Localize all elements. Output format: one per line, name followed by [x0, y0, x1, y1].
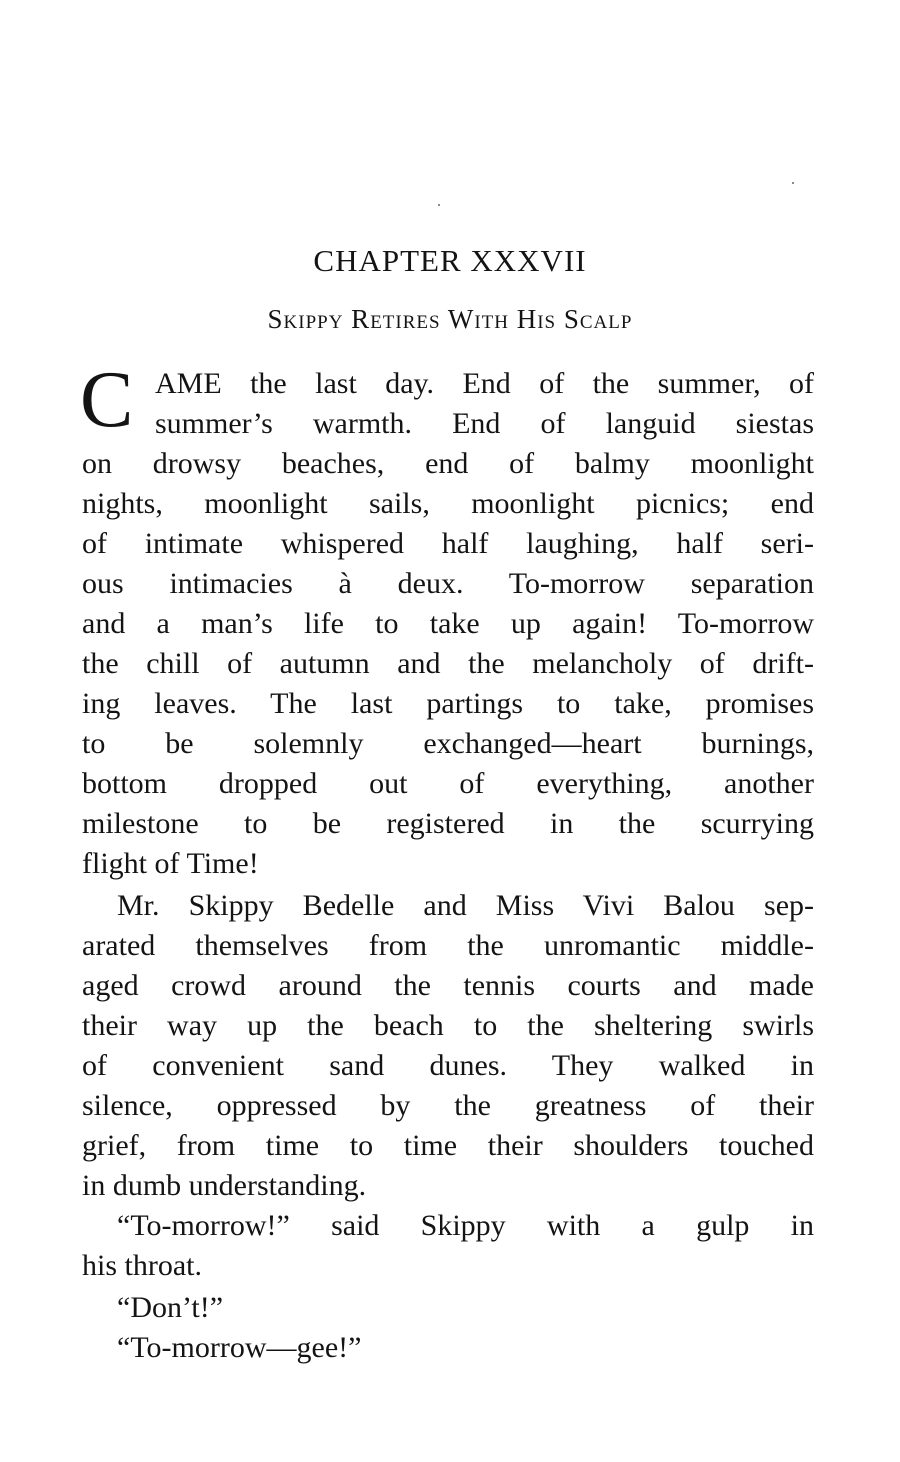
speck — [438, 204, 440, 206]
text-line: milestone to be registered in the scurrying — [82, 807, 814, 840]
text-line: “Don’t!” — [117, 1291, 224, 1324]
text-line: grief, from time to time their shoulders touched — [82, 1129, 814, 1162]
text-line: of intimate whispered half laughing, half seri- — [82, 527, 814, 560]
text-line: his throat. — [82, 1249, 202, 1282]
text-line: ous intimacies à deux. To-morrow separation — [82, 567, 814, 600]
text-line: Mr. Skippy Bedelle and Miss Vivi Balou sep- — [117, 889, 814, 922]
text-line: flight of Time! — [82, 847, 259, 880]
text-line: and a man’s life to take up again! To-morrow — [82, 607, 814, 640]
text-line: to be solemnly exchanged—heart burnings, — [82, 727, 814, 760]
text-line: of convenient sand dunes. They walked in — [82, 1049, 814, 1082]
text-line: on drowsy beaches, end of balmy moonlight — [82, 447, 814, 480]
text-line: summer’s warmth. End of languid siestas — [155, 407, 814, 440]
text-line: bottom dropped out of everything, another — [82, 767, 814, 800]
chapter-subtitle: Skippy Retires With His Scalp — [267, 304, 633, 334]
text-line: nights, moonlight sails, moonlight picnics; end — [82, 487, 814, 520]
text-line: in dumb understanding. — [82, 1169, 367, 1202]
text-line: their way up the beach to the sheltering swirls — [82, 1009, 814, 1042]
text-line: AME the last day. End of the summer, of — [155, 367, 814, 400]
drop-cap: C — [80, 356, 134, 444]
speck — [792, 182, 794, 184]
text-line: “To-morrow!” said Skippy with a gulp in — [117, 1209, 814, 1242]
text-line: the chill of autumn and the melancholy of drift- — [82, 647, 814, 680]
chapter-title: CHAPTER XXXVII — [313, 243, 587, 278]
text-line: arated themselves from the unromantic middle- — [82, 929, 814, 962]
text-line: aged crowd around the tennis courts and made — [82, 969, 814, 1002]
text-line: “To-morrow—gee!” — [117, 1331, 362, 1364]
text-line: ing leaves. The last partings to take, promises — [82, 687, 814, 720]
text-line: silence, oppressed by the greatness of their — [82, 1089, 814, 1122]
